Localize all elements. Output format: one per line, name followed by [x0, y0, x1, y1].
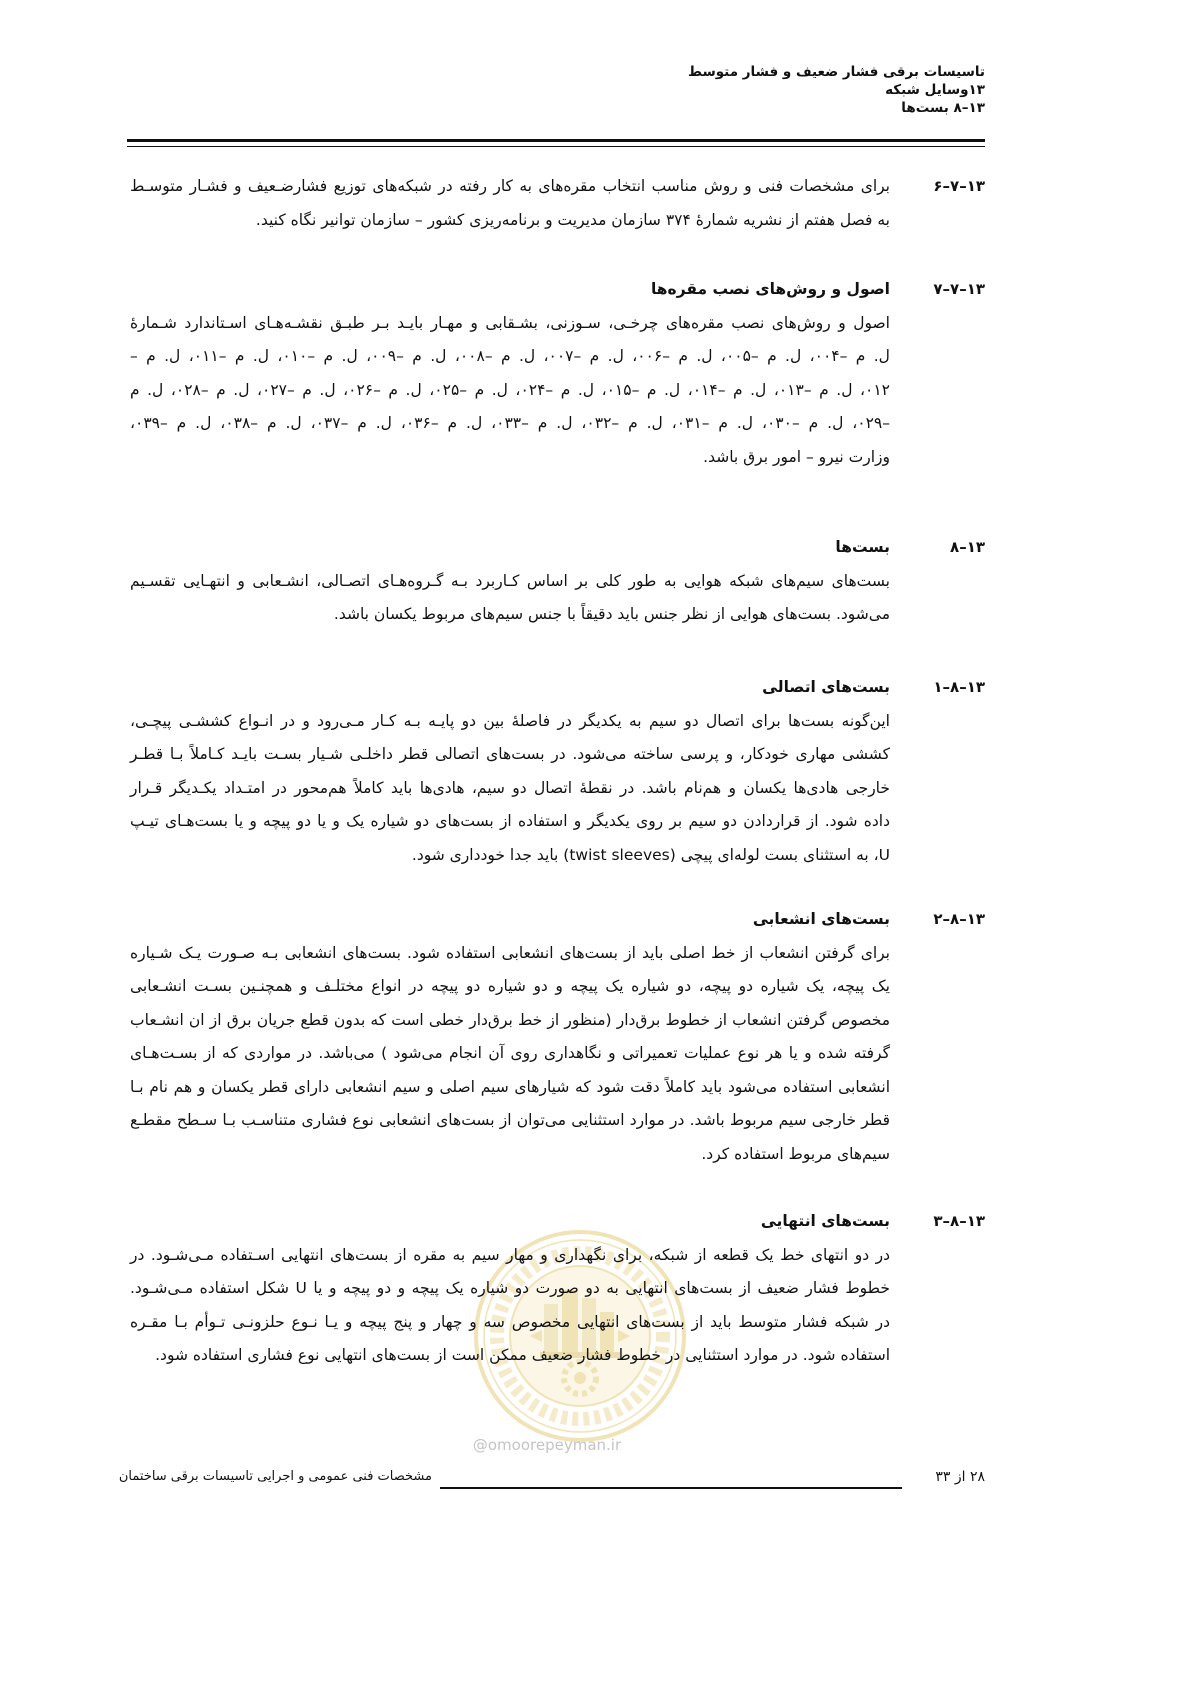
section-13-8-3: [130, 1205, 985, 1373]
section-title: بست‌های اتصالی: [762, 678, 890, 696]
body-line: مخصوص گرفتن انشعاب از خطوط برق‌دار (منظور از خط برق‌دار خطی است که بدون قطع جریان برق از ان انشـعاب: [130, 1010, 890, 1029]
body-line: ۰۱۲، ل. م –۰۱۳، ل. م –۰۱۴، ل. م –۰۱۵، ل. م –۰۲۴، ل. م –۰۲۵، ل. م –۰۲۶، ل. م –۰۲۷، ل. م –۰۲۸، ل. م: [130, 380, 890, 399]
body-line: انشعابی استفاده می‌شود باید کاملاً دقت شود که شیارهای سیم اصلی و سیم انشعابی دارای قطر یکسان و هم نام بـا: [130, 1077, 890, 1096]
section-number: ۱۳–۸: [950, 538, 985, 556]
section-title: بست‌ها: [835, 538, 890, 556]
section-13-8-2: [130, 903, 985, 1171]
header-section-title: ۱۳–۸ بست‌ها: [901, 100, 985, 116]
section-body: [130, 273, 890, 474]
body-line: استفاده شود. در موارد استثنایی در خطوط فشار ضعیف ممکن است از بست‌های انتهایی نوع فشاری استفاده شود.: [155, 1346, 890, 1364]
body-line: داده شود. از قراردادن دو سیم بر روی یکدیگر و استفاده از بست‌های دو شیاره یک و یا دو پیچه و یا بست‌هـای تیـپ: [130, 812, 890, 830]
footer-title: مشخصات فنی عمومی و اجرایی تاسیسات برقی ساختمان: [118, 1469, 432, 1484]
section-13-8: [130, 531, 985, 632]
section-number: ۱۳–۷–۶: [933, 177, 985, 195]
section-body: [130, 1205, 890, 1373]
body-line: بست‌های سیم‌های شبکه هوایی به طور کلی بر اساس کـاربرد بـه گـروه‌هـای اتصـالی، انشـعابی و انتهـایی تقسـیم: [130, 571, 890, 590]
section-body: [130, 671, 890, 872]
body-line: به فصل هفتم از نشریه شمارهٔ ۳۷۴ سازمان مدیریت و برنامه‌ریزی کشور – سازمان توانیر نگاه کنید.: [255, 210, 890, 229]
section-13-8-1: [130, 671, 985, 872]
body-line: برای مشخصات فنی و روش مناسب انتخاب مقره‌های به کار رفته در شبکه‌های توزیع فشارضـعیف و فشـار متوسـط: [130, 177, 890, 195]
body-line: در شبکه فشار متوسط باید از بست‌های انتهایی مخصوص سه و چهار و پنج پیچه و یـا نـوع حلزونـی تـوأم بـا مقـره: [130, 1312, 890, 1331]
body-line: U، به استثنای بست لوله‌ای پیچی (twist sleeves) باید جدا خودداری شود.: [411, 845, 890, 864]
header-chapter-title: ۱۳وسایل شبکه: [885, 82, 985, 98]
footer-rule: [440, 1487, 902, 1489]
body-line: وزارت نیرو – امور برق باشد.: [703, 447, 890, 466]
section-title: بست‌های انتهایی: [760, 1212, 890, 1230]
section-title: اصول و روش‌های نصب مقره‌ها: [650, 280, 890, 298]
body-line: قطر خارجی سیم مربوط باشد. در موارد استثنایی می‌توان از بست‌های انشعابی نوع فشاری متناسـب بـا سـطح مقطـع: [130, 1111, 890, 1129]
body-line: خارجی هادی‌ها یکسان و هم‌نام باشد. در نقطهٔ اتصال دو سیم، هادی‌ها باید کاملاً هم‌محور در امتـداد یکـدیگر قـرار: [130, 778, 890, 797]
section-13-7-6: [130, 170, 985, 237]
body-line: اصول و روش‌های نصب مقره‌های چرخـی، سـوزنی، بشـقابی و مهـار بایـد بـر طبـق نقشـه‌هـای اسـتاندارد شـمارهٔ: [130, 313, 890, 332]
body-line: در دو انتهای خط یک قطعه از شبکه، برای نگهداری و مهار سیم به مقره از بست‌های انتهایی اسـتفاده مـی‌شـود. در: [130, 1245, 890, 1264]
body-line: یک پیچه، یک شیاره دو پیچه، دو شیاره یک پیچه و دو شیاره دو پیچه در انواع مختلـف و همچنـین بسـت انشـعابی: [130, 977, 890, 995]
body-line: ل. م –۰۰۴، ل. م –۰۰۵، ل. م –۰۰۶، ل. م –۰۰۷، ل. م –۰۰۸، ل. م –۰۰۹، ل. م –۰۱۰، ل. م –۰۱۱، ل. م –: [130, 347, 890, 365]
section-body: [130, 531, 890, 632]
page-number: ۲۸ از ۳۳: [935, 1469, 985, 1485]
body-line: می‌شود. بست‌های هوایی از نظر جنس باید دقیقاً با جنس سیم‌های مربوط یکسان باشد.: [333, 605, 890, 623]
body-line: گرفته شده و یا هر نوع عملیات تعمیراتی و نگاهداری روی آن انجام می‌شود ) می‌باشد. در مواردی که از بسـت‌هـای: [130, 1044, 890, 1062]
body-line: –۰۲۹، ل. م –۰۳۰، ل. م –۰۳۱، ل. م –۰۳۲، ل. م –۰۳۳، ل. م –۰۳۶، ل. م –۰۳۷، ل. م –۰۳۸، ل. م –۰۳۹،: [130, 414, 890, 432]
section-number: ۱۳–۸–۳: [933, 1212, 985, 1230]
body-line: خطوط فشار ضعیف از بست‌های انتهایی به دو صورت دو شیاره یک پیچه و دو پیچه و یا U شکل استفاده مـی‌شـود.: [130, 1279, 890, 1297]
section-number: ۱۳–۸–۱: [933, 678, 985, 696]
header-rule-thick: [127, 139, 985, 142]
section-body: [130, 903, 890, 1171]
body-line: سیم‌های مربوط استفاده کرد.: [701, 1144, 890, 1163]
section-number: ۱۳–۷–۷: [933, 280, 985, 298]
body-line: برای گرفتن انشعاب از خط اصلی باید از بست‌های انشعابی استفاده شود. بست‌های انشعابی بـه صـورت یـک شـیاره: [130, 943, 890, 962]
body-line: کششی مهاری خودکار، و پرسی ساخته می‌شود. در بست‌های اتصالی قطر داخلـی شـیار بسـت بایـد کـاملاً بـا قطـر: [130, 745, 890, 763]
section-13-7-7: [130, 273, 985, 474]
header-book-title: تاسیسات برقی فشار ضعیف و فشار متوسط: [687, 64, 985, 80]
running-header: [688, 63, 985, 117]
section-number: ۱۳–۸–۲: [933, 910, 985, 928]
body-line: این‌گونه بست‌ها برای اتصال دو سیم به یکدیگر در فاصلهٔ بین دو پایـه بـه کـار مـی‌رود و در انـواع کششـی پیچـی،: [130, 711, 890, 730]
section-title: بست‌های انشعابی: [752, 910, 890, 928]
section-body: [130, 170, 890, 237]
header-rule-thin: [127, 146, 985, 147]
watermark-url: @omoorepeyman.ir: [472, 1436, 622, 1454]
